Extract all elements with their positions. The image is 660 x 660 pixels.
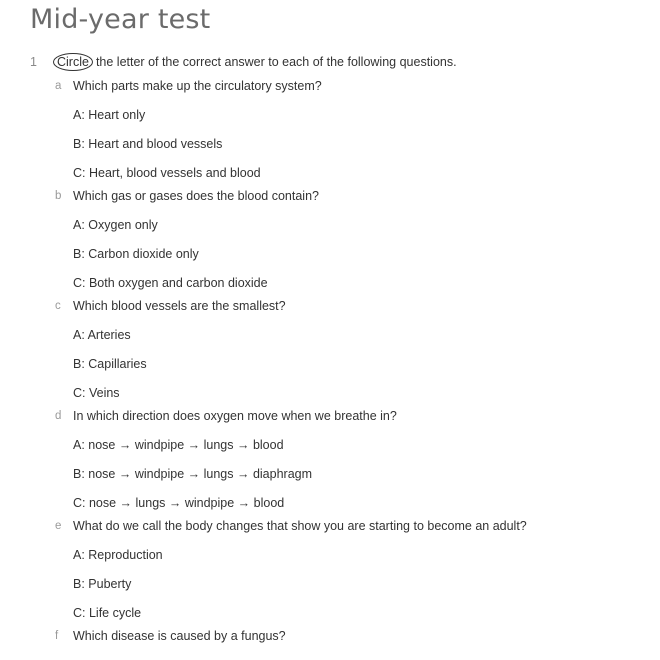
subquestion-letter: a <box>55 80 62 92</box>
answer-option: C: Life cycle <box>73 606 142 620</box>
subquestion-text: Which parts make up the circulatory system? <box>73 79 322 93</box>
page-title: Mid-year test <box>30 4 211 35</box>
subquestion-text: Which gas or gases does the blood contain? <box>73 189 319 203</box>
question-number: 1 <box>30 55 37 69</box>
answer-option: A: Reproduction <box>73 548 163 562</box>
subquestion-letter: f <box>55 630 59 642</box>
subquestion-text: Which blood vessels are the smallest? <box>73 299 286 313</box>
answer-option: A: nose → windpipe → lungs → blood <box>73 438 284 452</box>
circled-word: Circle <box>53 53 93 71</box>
subquestion-letter: d <box>55 410 62 422</box>
answer-option: C: nose → lungs → windpipe → blood <box>73 496 285 510</box>
answer-option: A: Oxygen only <box>73 218 158 232</box>
instruction-text: the letter of the correct answer to each of the following questions. <box>95 55 457 69</box>
answer-option: C: Both oxygen and carbon dioxide <box>73 276 268 290</box>
answer-option: B: Carbon dioxide only <box>73 247 199 261</box>
answer-option: B: nose → windpipe → lungs → diaphragm <box>73 467 313 481</box>
subquestion-letter: c <box>55 300 61 312</box>
question-instruction <box>53 53 457 71</box>
answer-option: B: Puberty <box>73 577 132 591</box>
subquestion-text: What do we call the body changes that show you are starting to become an adult? <box>73 519 527 533</box>
answer-option: C: Heart, blood vessels and blood <box>73 166 261 180</box>
answer-option: A: Arteries <box>73 328 131 342</box>
subquestion-text: In which direction does oxygen move when we breathe in? <box>73 409 397 423</box>
subquestion-text: Which disease is caused by a fungus? <box>73 629 286 643</box>
subquestion-letter: e <box>55 520 62 532</box>
subquestion-letter: b <box>55 190 62 202</box>
answer-option: B: Capillaries <box>73 357 147 371</box>
answer-option: B: Heart and blood vessels <box>73 137 223 151</box>
answer-option: C: Veins <box>73 386 120 400</box>
answer-option: A: Heart only <box>73 108 146 122</box>
